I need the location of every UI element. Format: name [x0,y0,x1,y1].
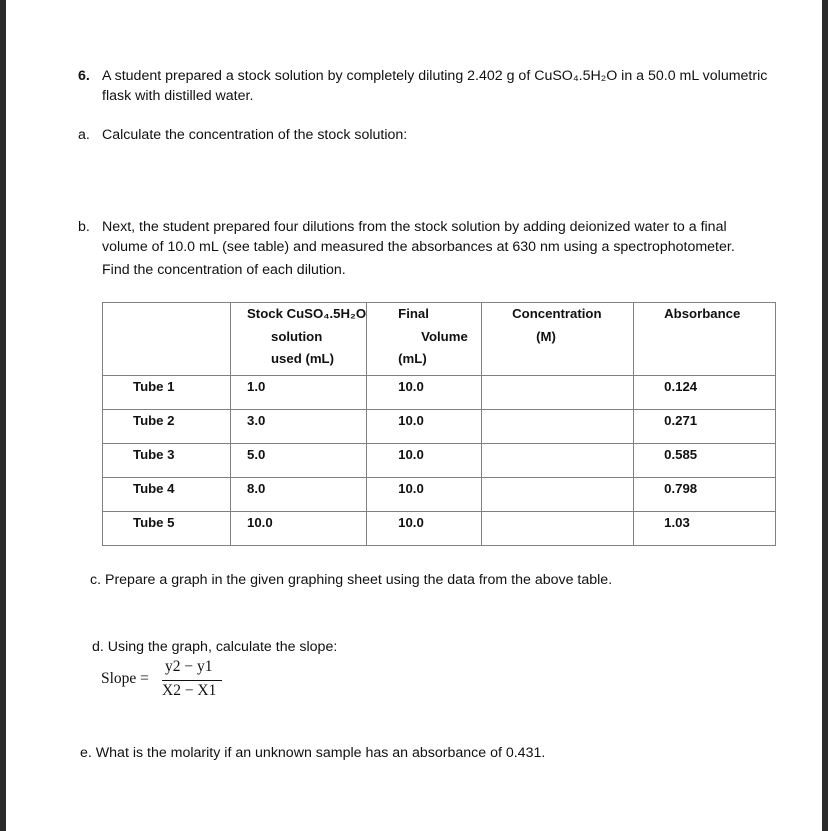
table-row [103,410,776,444]
absorbance-value: 0.798 [664,481,698,496]
absorbance-value: 0.585 [664,447,698,462]
part-b-line1: Next, the student prepared four dilutions from the stock solution by adding deionized water to a final [102,219,727,235]
tube-label: Tube 4 [133,481,175,496]
part-b-line3: Find the concentration of each dilution. [102,262,346,278]
header-conc-line2: (M) [536,328,556,344]
header-concentration [482,303,634,376]
part-b-label: b. [78,219,90,235]
slope-label: Slope = [101,670,149,687]
stock-volume: 8.0 [247,481,266,496]
part-e-text: e. What is the molarity if an unknown sample has an absorbance of 0.431. [80,745,546,761]
left-page-border [0,0,6,831]
question-text-line2: flask with distilled water. [102,88,254,104]
final-volume: 10.0 [398,515,424,530]
absorbance-value: 0.271 [664,413,698,428]
final-volume: 10.0 [398,481,424,496]
table-row [103,512,776,546]
absorbance-value: 0.124 [664,379,698,394]
dilution-table [102,302,776,546]
final-volume: 10.0 [398,379,424,394]
stock-volume: 10.0 [247,515,273,530]
right-page-border [822,0,828,831]
final-volume: 10.0 [398,413,424,428]
concentration-value [482,444,633,446]
question-number: 6. [78,68,90,84]
tube-label: Tube 5 [133,515,175,530]
header-absorbance [634,303,776,376]
header-final-line2: Volume [421,328,468,344]
fraction-bar [162,680,222,681]
concentration-value [482,410,633,412]
part-a-text: Calculate the concentration of the stock solution: [102,127,408,143]
stock-volume: 3.0 [247,413,266,428]
header-absorbance-label: Absorbance [664,306,741,321]
header-stock-line1: Stock CuSO₄.5H₂O [247,306,367,321]
absorbance-value: 1.03 [664,515,690,530]
header-final-volume [367,303,482,376]
header-final-line3: (mL) [398,351,427,366]
table-row [103,478,776,512]
concentration-value [482,478,633,480]
slope-numerator: y2 − y1 [165,658,213,675]
question-text-line1: A student prepared a stock solution by completely diluting 2.402 g of CuSO₄.5H₂O in a 50.0 mL volumetric [102,68,768,84]
slope-denominator: X2 − X1 [162,682,217,699]
header-stock [231,303,367,376]
header-final-line1: Final [398,306,429,321]
part-c-text: c. Prepare a graph in the given graphing sheet using the data from the above table. [90,572,613,588]
table-header-row [103,303,776,376]
tube-label: Tube 2 [133,413,175,428]
part-d-text: d. Using the graph, calculate the slope: [92,639,338,655]
final-volume: 10.0 [398,447,424,462]
table-row [103,376,776,410]
header-conc-line1: Concentration [512,306,602,321]
table-row [103,444,776,478]
part-a-label: a. [78,127,90,143]
tube-label: Tube 3 [133,447,175,462]
header-empty-cell [103,303,231,376]
part-b-line2: volume of 10.0 mL (see table) and measured the absorbances at 630 nm using a spectrophotometer. [102,239,735,255]
header-stock-line2: solution [271,328,323,344]
concentration-value [482,376,633,378]
stock-volume: 1.0 [247,379,266,394]
concentration-value [482,512,633,514]
header-stock-line3: used (mL) [271,351,335,366]
stock-volume: 5.0 [247,447,266,462]
tube-label: Tube 1 [133,379,175,394]
